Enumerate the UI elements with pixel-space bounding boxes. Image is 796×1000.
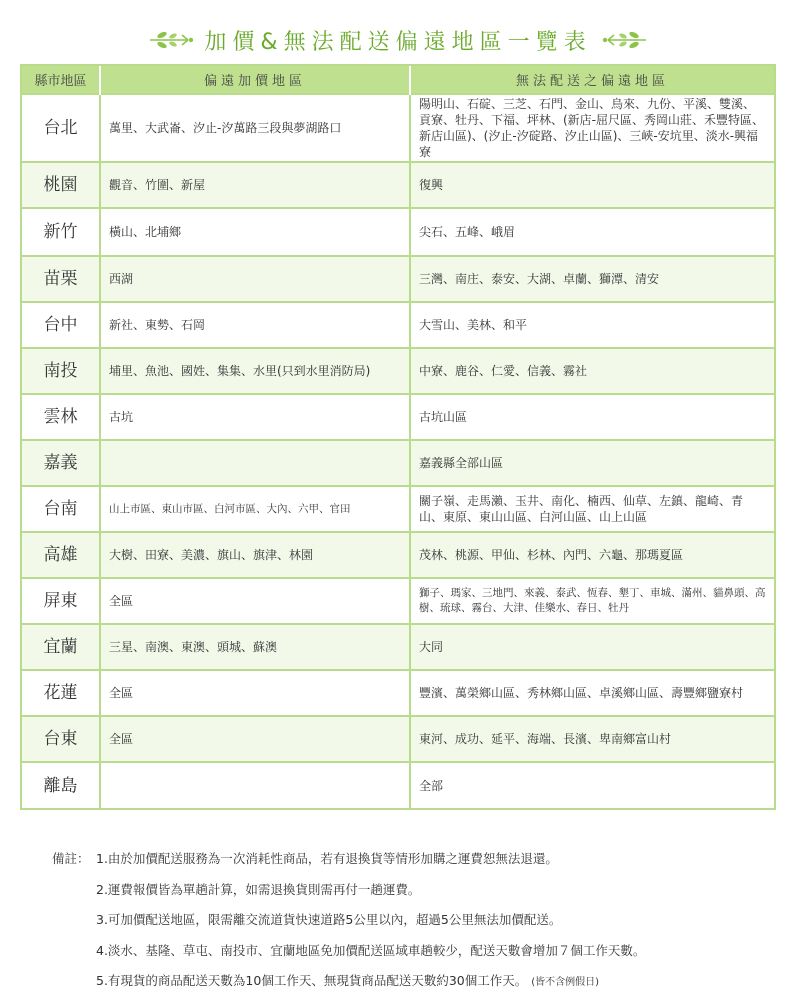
table-header-row	[22, 66, 774, 94]
county-cell: 高雄	[22, 532, 100, 578]
undeliverable-cell: 復興	[410, 162, 774, 208]
surcharge-cell: 橫山、北埔鄉	[100, 208, 410, 256]
county-cell: 南投	[22, 348, 100, 394]
note-item	[52, 846, 772, 870]
table-row	[22, 348, 774, 394]
header-undeliverable: 無法配送之偏遠地區	[410, 66, 774, 94]
county-cell: 新竹	[22, 208, 100, 256]
county-cell: 嘉義	[22, 440, 100, 486]
note-item	[52, 968, 772, 992]
table-row	[22, 302, 774, 348]
undeliverable-cell: 古坑山區	[410, 394, 774, 440]
page-header	[0, 18, 796, 62]
page-title: 加價&無法配送偏遠地區一覽表	[204, 29, 592, 55]
notes-label: 備註：	[52, 851, 90, 866]
county-cell: 台中	[22, 302, 100, 348]
surcharge-cell: 萬里、大武崙、汐止-汐萬路三段與夢湖路口	[100, 94, 410, 162]
surcharge-cell: 新社、東勢、石岡	[100, 302, 410, 348]
undeliverable-cell: 關子嶺、走馬瀨、玉井、南化、楠西、仙草、左鎮、龍崎、青山、東原、東山山區、白河山區、山上山區	[410, 486, 774, 532]
county-cell: 台東	[22, 716, 100, 762]
note-item	[52, 938, 772, 962]
surcharge-cell: 全區	[100, 578, 410, 624]
surcharge-cell: 觀音、竹圍、新屋	[100, 162, 410, 208]
surcharge-cell: 大樹、田寮、美濃、旗山、旗津、林園	[100, 532, 410, 578]
table-row	[22, 394, 774, 440]
county-cell: 桃園	[22, 162, 100, 208]
vine-ornament-icon	[148, 28, 194, 52]
notes-section	[52, 846, 772, 999]
county-cell: 雲林	[22, 394, 100, 440]
table-row	[22, 762, 774, 808]
table-row	[22, 208, 774, 256]
undeliverable-cell: 大雪山、美林、和平	[410, 302, 774, 348]
undeliverable-cell: 陽明山、石碇、三芝、石門、金山、烏來、九份、平溪、雙溪、貢寮、牡丹、下福、坪林、(新店-屈尺區、秀岡山莊、禾豐特區、新店山區)、(汐止-汐碇路、汐止山區)、三峽-安坑里、淡水-興福寮	[410, 94, 774, 162]
county-cell: 離島	[22, 762, 100, 808]
county-cell: 花蓮	[22, 670, 100, 716]
note-text: 5.有現貨的商品配送天數為10個工作天、無現貨商品配送天數約30個工作天。	[96, 973, 528, 988]
undeliverable-cell: 東河、成功、延平、海端、長濱、卑南鄉富山村	[410, 716, 774, 762]
county-cell: 苗栗	[22, 256, 100, 302]
note-text: 1.由於加價配送服務為一次消耗性商品，若有退換貨等情形加購之運費恕無法退還。	[96, 851, 558, 866]
table-row	[22, 532, 774, 578]
county-cell: 台南	[22, 486, 100, 532]
table-row	[22, 440, 774, 486]
table-row	[22, 578, 774, 624]
vine-ornament-icon	[602, 28, 648, 52]
table-row	[22, 486, 774, 532]
undeliverable-cell: 茂林、桃源、甲仙、杉林、內門、六龜、那瑪夏區	[410, 532, 774, 578]
header-county: 縣市地區	[22, 66, 100, 94]
note-item	[52, 907, 772, 931]
undeliverable-cell: 全部	[410, 762, 774, 808]
undeliverable-cell: 尖石、五峰、峨眉	[410, 208, 774, 256]
surcharge-cell: 全區	[100, 670, 410, 716]
table-row	[22, 256, 774, 302]
undeliverable-cell: 三灣、南庄、泰安、大湖、卓蘭、獅潭、清安	[410, 256, 774, 302]
surcharge-cell: 西湖	[100, 256, 410, 302]
county-cell: 屏東	[22, 578, 100, 624]
table-row	[22, 670, 774, 716]
undeliverable-cell: 中寮、鹿谷、仁愛、信義、霧社	[410, 348, 774, 394]
table-row	[22, 162, 774, 208]
note-text: 4.淡水、基隆、草屯、南投市、宜蘭地區免加價配送區域車趟較少，配送天數會增加７個工作天數。	[96, 942, 646, 958]
surcharge-cell: 埔里、魚池、國姓、集集、水里(只到水里消防局)	[100, 348, 410, 394]
note-text: 2.運費報價皆為單趟計算，如需退換貨則需再付一趟運費。	[96, 881, 421, 897]
surcharge-cell: 古坑	[100, 394, 410, 440]
county-cell: 台北	[22, 94, 100, 162]
undeliverable-cell: 嘉義縣全部山區	[410, 440, 774, 486]
note-suffix: (皆不含例假日)	[531, 977, 600, 988]
table-row	[22, 624, 774, 670]
table-row	[22, 94, 774, 162]
header-surcharge: 偏遠加價地區	[100, 66, 410, 94]
surcharge-cell: 山上市區、東山市區、白河市區、大內、六甲、官田	[100, 486, 410, 532]
surcharge-cell	[100, 440, 410, 486]
note-item	[52, 877, 772, 901]
surcharge-cell	[100, 762, 410, 808]
surcharge-cell: 全區	[100, 716, 410, 762]
surcharge-cell: 三星、南澳、東澳、頭城、蘇澳	[100, 624, 410, 670]
county-cell: 宜蘭	[22, 624, 100, 670]
table-row	[22, 716, 774, 762]
note-text: 3.可加價配送地區，限需離交流道貨快速道路5公里以內，超過5公里無法加價配送。	[96, 912, 562, 927]
undeliverable-cell: 豐濱、萬榮鄉山區、秀林鄉山區、卓溪鄉山區、壽豐鄉鹽寮村	[410, 670, 774, 716]
delivery-area-table	[20, 64, 776, 810]
undeliverable-cell: 大同	[410, 624, 774, 670]
undeliverable-cell: 獅子、瑪家、三地門、來義、泰武、恆春、墾丁、車城、滿州、貓鼻頭、高樹、琉球、霧台、大津、佳樂水、春日、牡丹	[410, 578, 774, 624]
